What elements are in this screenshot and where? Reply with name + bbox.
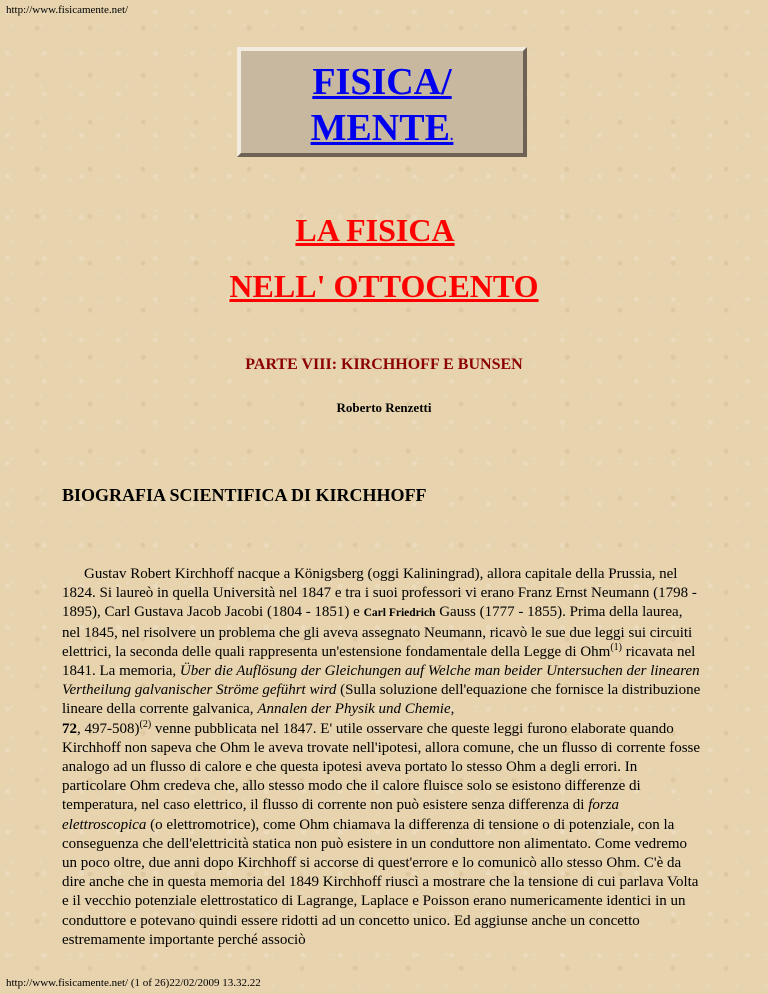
paragraph-text-4: (Sulla soluzione dell'equazione che fornisce la distribuzione lineare della corrente galvanica, xyxy=(62,682,701,718)
banner-title-suffix[interactable]: . xyxy=(449,129,454,144)
page-title-line1 xyxy=(0,212,768,249)
page-title-line2 xyxy=(0,268,768,305)
page-header-url: http://www.fisicamente.net/ xyxy=(6,4,129,16)
paragraph-text-2: Gauss (1777 - 1855). Prima della laurea, nel 1845, nel risolvere un problema che gli aveva assegnato Neumann, ricavò le sue due leggi sui circuiti elettrici, la seconda delle quali rappresenta un'estensione fondamentale della Legge di Ohm xyxy=(62,604,693,660)
journal-volume: 72 xyxy=(62,720,77,737)
paragraph-text-3: ricavata nel 1841. La memoria, xyxy=(62,643,696,680)
memoir-title-german: Über die Auflösung der Gleichungen auf Welche man beider Untersuchen der linearen Vertheilung galvanischer Ströme geführt wird xyxy=(62,663,700,699)
section-heading: BIOGRAFIA SCIENTIFICA DI KIRCHHOFF xyxy=(62,485,427,505)
journal-name: Annalen der Physik und Chemie, xyxy=(257,701,455,718)
banner-title-line2-text[interactable]: MENTE xyxy=(310,107,450,149)
paragraph-text-1: Gustav Robert Kirchhoff nacque a Königsberg (oggi Kaliningrad), allora capitale della Prussia, nel 1824. Si laureò in quella Università nel 1847 e tra i suoi professori vi erano Franz Ernst Neumann (1798 - 1895), Carl Gustava Jacob Jacobi (1804 - 1851) e xyxy=(62,566,697,621)
banner-title-line2[interactable] xyxy=(241,105,523,160)
site-logo-banner[interactable] xyxy=(237,47,527,157)
paragraph-text-5: , 497-508) xyxy=(77,720,140,737)
footnote-ref-2: (2) xyxy=(139,718,152,730)
carl-friedrich-text: Carl Friedrich xyxy=(363,607,436,620)
paragraph-text-6: venne pubblicata nel 1847. E' utile osservare che queste leggi furono elaborate quando Kirchhoff non sapeva che Ohm le aveva trovate nell'ipotesi, allora comune, che un flusso di corrente fosse analogo ad un flusso di calore e che questa ipotesi aveva portato lo stesso Ohm a degli errori. In particolare Ohm credeva che, allo stesso modo che il calore fluisce solo se esistono differenze di temperatura, nel caso elettrico, il flusso di corrente non può esistere senza differenza di xyxy=(62,720,701,814)
body-paragraph xyxy=(62,565,702,950)
paragraph-text-7: (o elettromotrice), come Ohm chiamava la differenza di tensione o di potenziale, con la conseguenza che dell'elettricità statica non può esistere in un conduttore non alimentato. Come vedremo un poco oltre, due anni dopo Kirchhoff si accorse di quest'errore e lo comunicò allo stesso Ohm. C'è da dire anche che in questa memoria del 1849 Kirchhoff riuscì a mostrare che la tensione di cui parlava Volta e il vecchio potenziale elettrostatico di Lagrange, Laplace e Poisson erano numericamente identici in un conduttore e potevano quindi essere ridotti ad un concetto unico. Ed aggiunse anche un concetto estremamente importante perché associò xyxy=(62,816,699,948)
footnote-ref-1: (1) xyxy=(610,641,622,653)
electroscopic-force-term: forza elettroscopica xyxy=(62,797,620,833)
page-footer: http://www.fisicamente.net/ (1 of 26)22/02/2009 13.32.22 xyxy=(6,977,261,989)
page-title-line1-text: LA FISICA xyxy=(295,212,455,248)
part-subtitle: PARTE VIII: KIRCHHOFF E BUNSEN xyxy=(245,356,523,373)
author-name: Roberto Renzetti xyxy=(336,400,432,415)
page-title-line2-text: NELL' OTTOCENTO xyxy=(229,268,539,304)
banner-title-line1[interactable]: FISICA/ xyxy=(312,61,452,103)
